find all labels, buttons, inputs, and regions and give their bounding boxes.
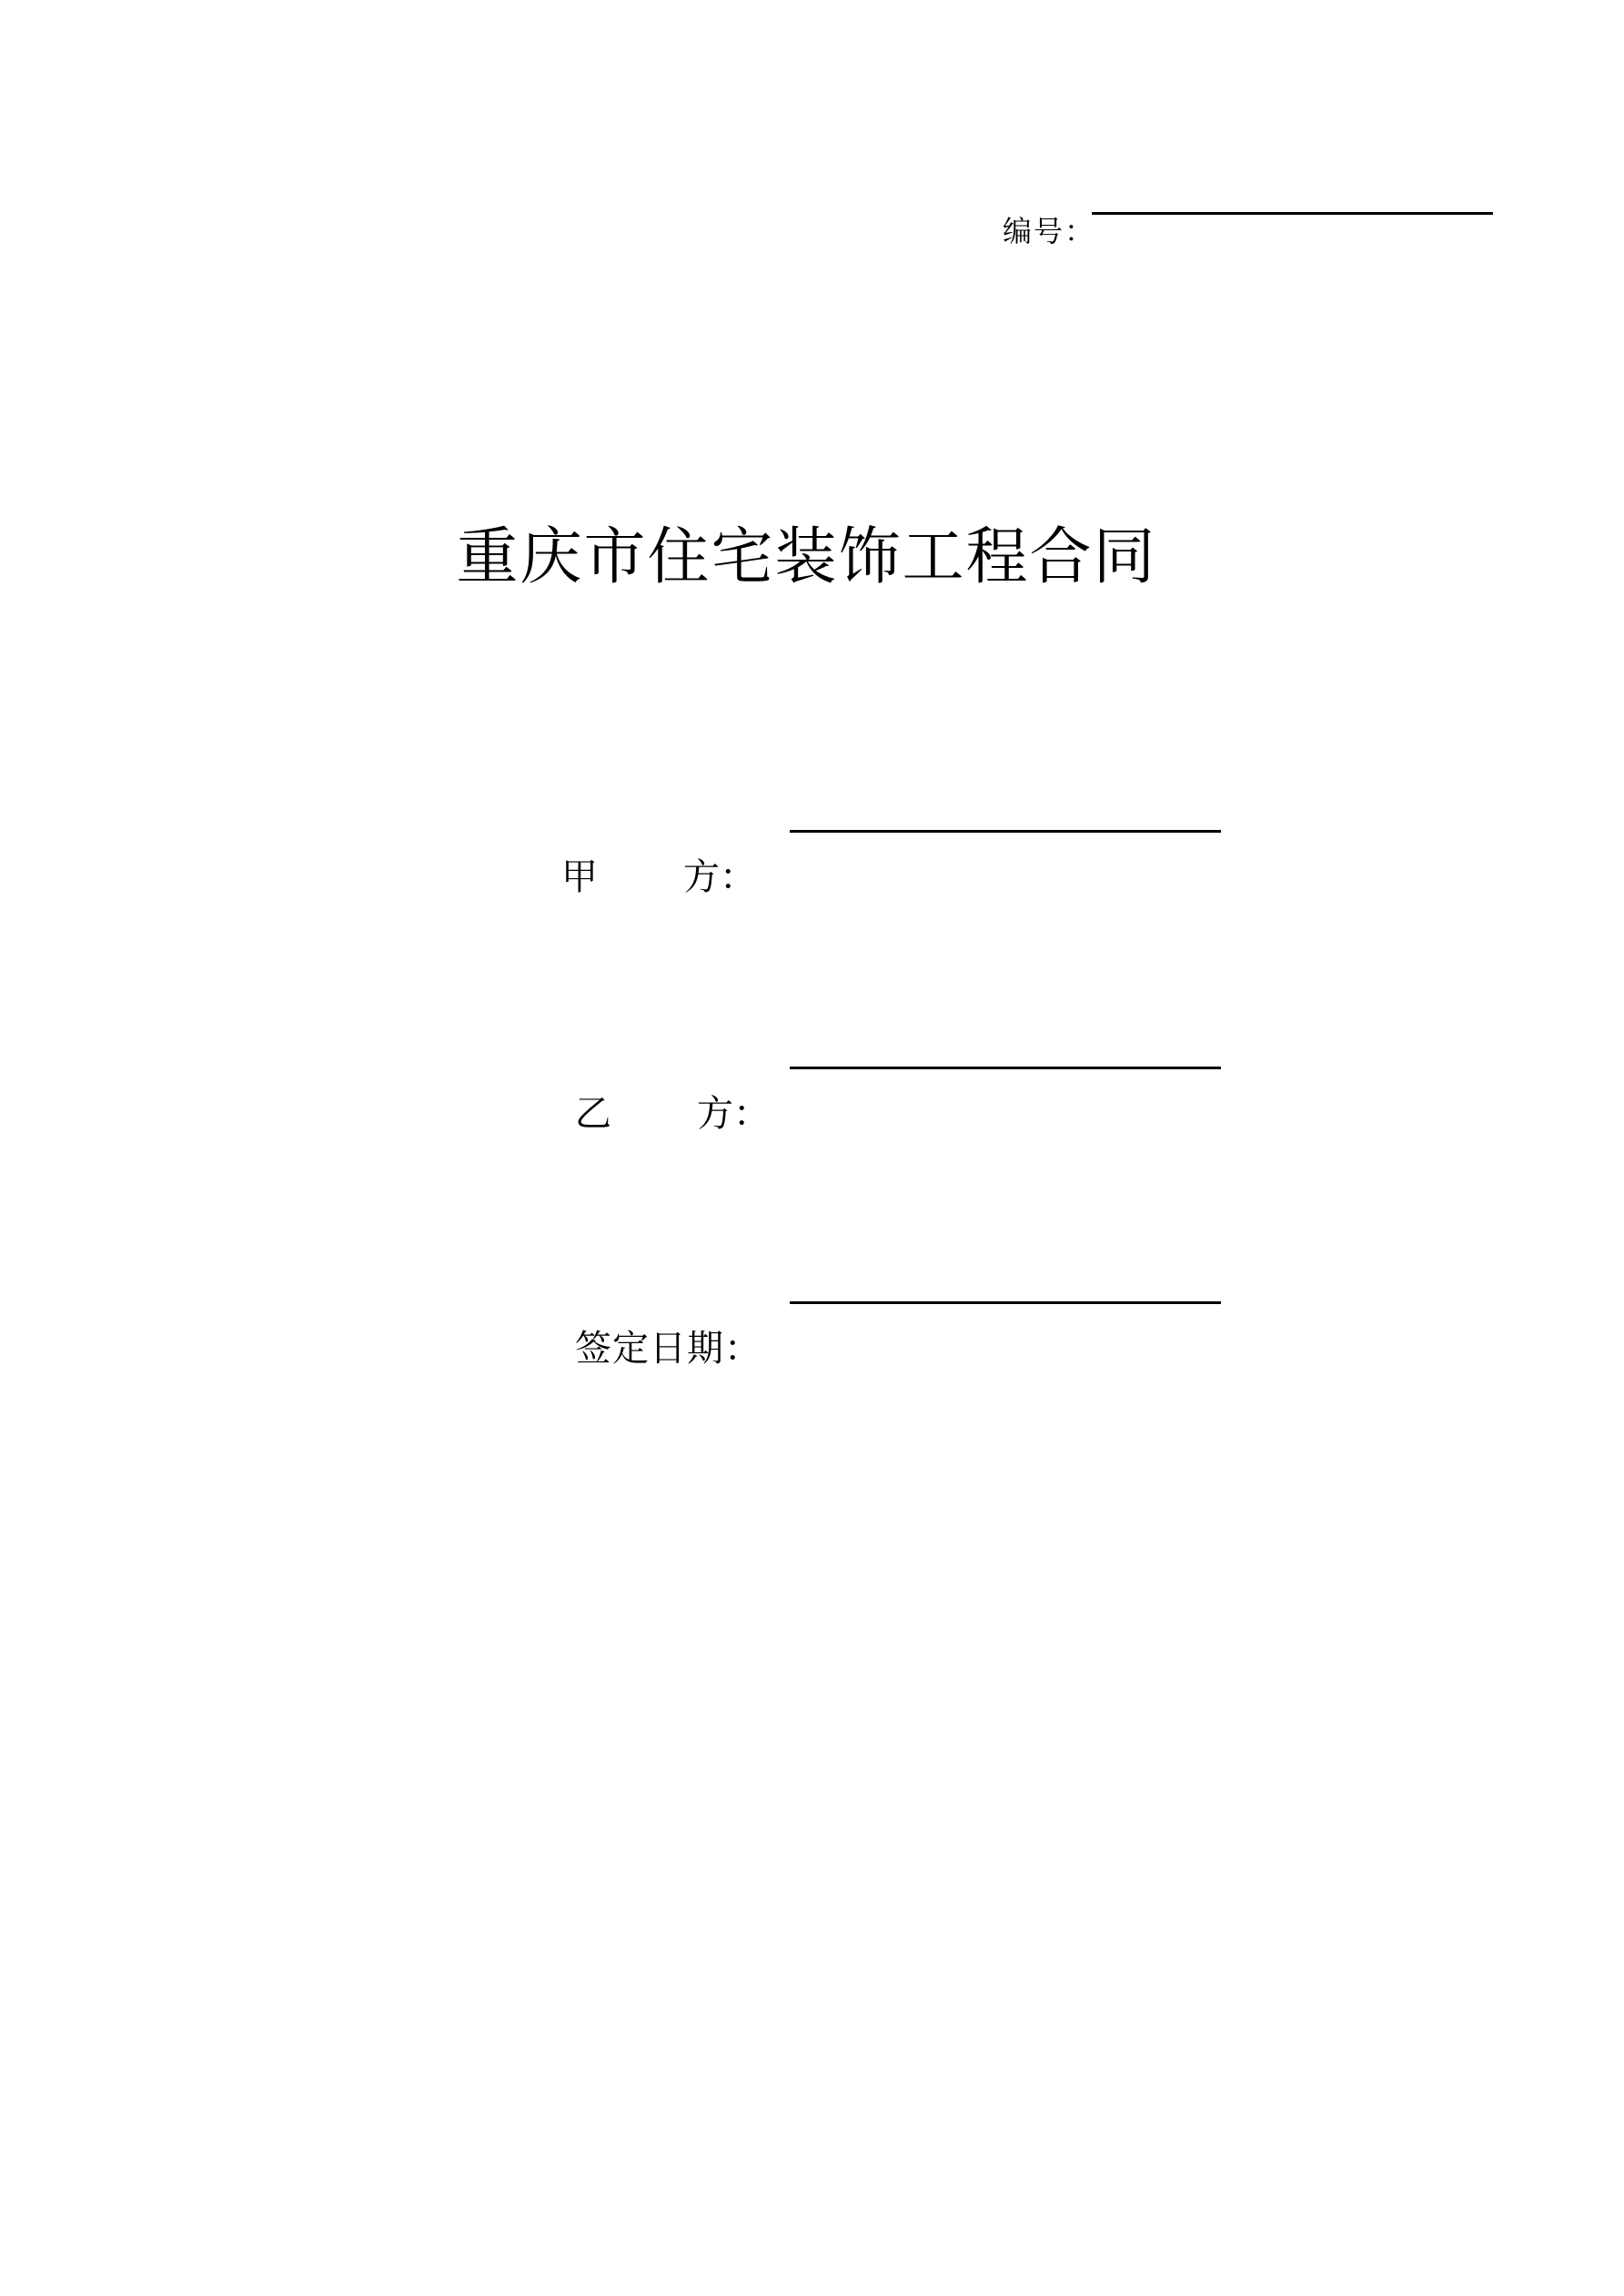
party-b-underline bbox=[790, 1067, 1221, 1069]
party-a-label-char-1: 甲 bbox=[561, 856, 598, 898]
contract-number-label: 编号： bbox=[1003, 214, 1096, 248]
party-a-underline bbox=[790, 830, 1221, 833]
party-b-label-char-1: 乙 bbox=[575, 1093, 611, 1135]
party-b-label bbox=[575, 1090, 770, 1138]
sign-date-label: 签定日期： bbox=[575, 1328, 762, 1370]
contract-number-underline bbox=[1092, 212, 1493, 215]
document-title: 重庆市住宅装饰工程合同 bbox=[456, 521, 1157, 593]
sign-date-underline bbox=[790, 1301, 1221, 1304]
party-a-label-char-2: 方： bbox=[683, 856, 756, 898]
party-b-label-char-2: 方： bbox=[697, 1093, 770, 1135]
party-a-label bbox=[561, 854, 756, 901]
